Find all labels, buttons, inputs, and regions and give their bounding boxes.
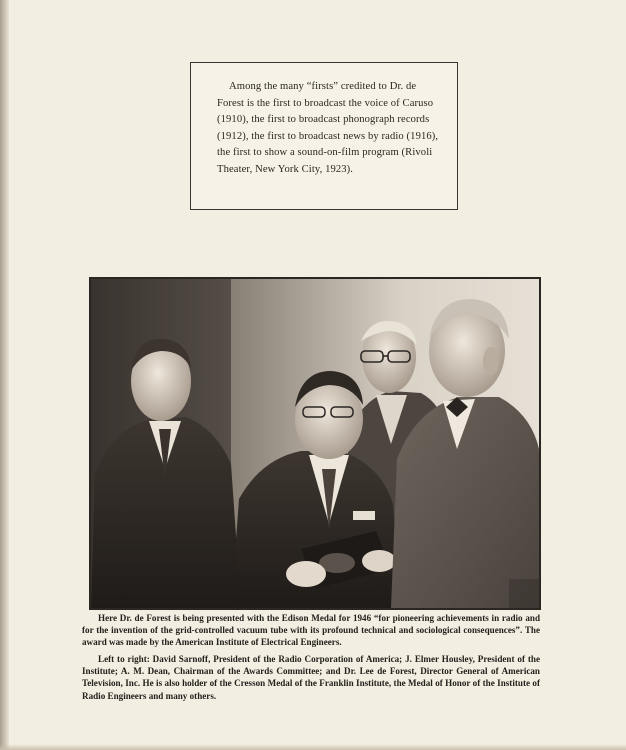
photo-caption	[82, 612, 540, 707]
photo-caption-paragraph-1: Here Dr. de Forest is being presented with the Edison Medal for 1946 “for pioneering achievements in radio and for the invention of the grid-controlled vacuum tube with its profound technical and sociological consequences”. The award was made by the American Institute of Electrical Engineers.	[82, 613, 540, 648]
photo-image	[91, 279, 539, 608]
caption-box-text: Among the many “firsts” credited to Dr. de Forest is the first to broadcast the voice of Caruso (1910), the first to broadcast phonograph records (1912), the first to broadcast news by radio (1916), the first to show a sound-on-film program (Rivoli Theater, New York City, 1923).	[217, 81, 439, 175]
page-binding-edge	[0, 0, 9, 750]
photo-caption-paragraph-2: Left to right: David Sarnoff, President of the Radio Corporation of America; J. Elmer Housley, President of the Institute; A. M. Dean, Chairman of the Awards Committee; and Dr. Lee de Forest, Director General of American Television, Inc. He is also holder of the Cresson Medal of the Franklin Institute, the Medal of Honor of the Institute of Radio Engineers and many others.	[82, 654, 540, 701]
caption-box	[190, 62, 458, 210]
page-bottom-shadow	[0, 744, 626, 750]
group-photograph	[89, 277, 541, 610]
